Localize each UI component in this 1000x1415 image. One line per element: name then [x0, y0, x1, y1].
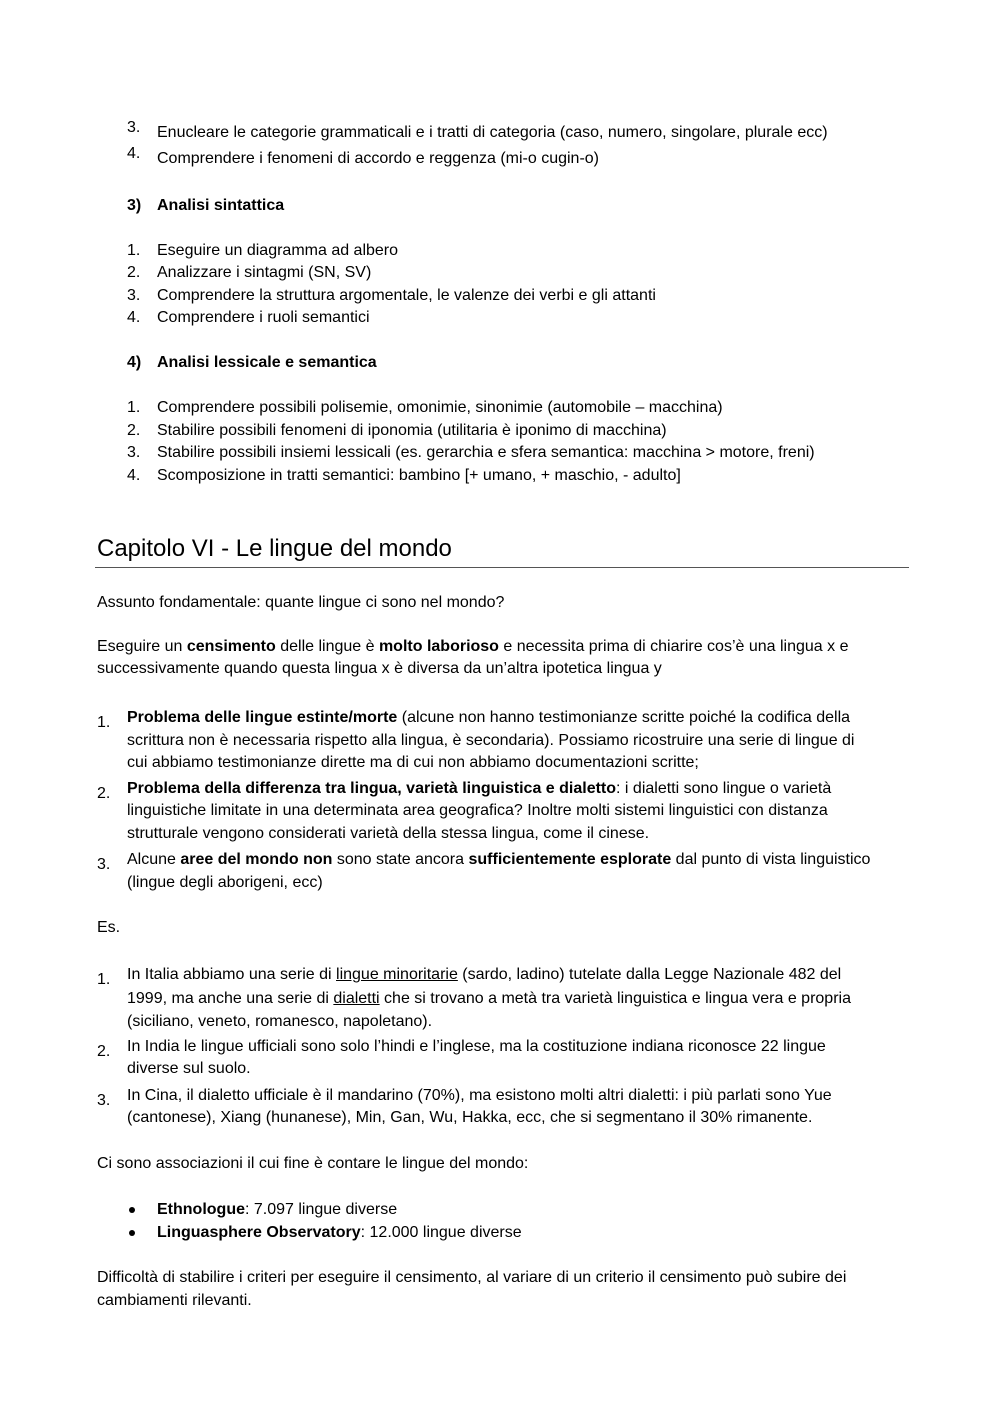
- text-run: che si trovano a metà tra varietà linguistica e lingua vera e propria: [379, 990, 851, 1007]
- list-number: 3.: [127, 287, 141, 304]
- problem-item-line: scrittura non è necessaria rispetto alla lingua, è secondaria). Possiamo ricostruire una serie di lingue di: [127, 732, 855, 749]
- heading-underline: [95, 567, 909, 568]
- example-label: Es.: [97, 919, 121, 936]
- census-paragraph-line: successivamente quando questa lingua x è diversa da un’altra ipotetica lingua y: [97, 660, 662, 677]
- list-item: Comprendere la struttura argomentale, le valenze dei verbi e gli attanti: [157, 287, 656, 304]
- problem-item-line: linguistiche limitate in una determinata area geografica? Inoltre molti sistemi linguistici con distanza: [127, 802, 828, 819]
- association-value: : 12.000 lingue diverse: [360, 1224, 522, 1241]
- underlined-term: dialetti: [333, 990, 380, 1007]
- bullet-icon: [129, 1207, 135, 1213]
- problem-item-line: [127, 707, 850, 729]
- problem-item-line: strutturale vengono considerati varietà della stessa lingua, come il cinese.: [127, 825, 650, 842]
- list-number: 1.: [97, 971, 111, 988]
- text-run: Alcune: [127, 851, 181, 868]
- example-item-line: [127, 988, 851, 1010]
- closing-paragraph-line: cambiamenti rilevanti.: [97, 1292, 252, 1309]
- section-title: Analisi sintattica: [157, 197, 285, 214]
- example-item-line: (siciliano, veneto, romanesco, napoletano).: [127, 1013, 433, 1030]
- problem-item-line: [127, 778, 831, 800]
- text-run: (sardo, ladino) tutelate dalla Legge Nazionale 482 del: [457, 966, 842, 983]
- section-number: 3): [127, 197, 142, 214]
- list-item: Comprendere i fenomeni di accordo e reggenza (mi-o cugin-o): [157, 150, 599, 167]
- list-item: Comprendere i ruoli semantici: [157, 309, 370, 326]
- list-number: 4.: [127, 145, 141, 162]
- section-number: 4): [127, 354, 142, 371]
- association-value: : 7.097 lingue diverse: [244, 1201, 398, 1218]
- example-item-line: In Cina, il dialetto ufficiale è il mandarino (70%), ma esistono molti altri dialetti: i più parlati sono Yue: [127, 1087, 832, 1104]
- list-item: Analizzare i sintagmi (SN, SV): [157, 264, 372, 281]
- list-number: 2.: [97, 1043, 111, 1060]
- chapter-title: Capitolo VI - Le lingue del mondo: [97, 535, 452, 562]
- bullet-icon: [129, 1230, 135, 1236]
- text-run: e necessita prima di chiarire cos’è una lingua x e: [498, 638, 849, 655]
- example-item-line: [127, 964, 841, 986]
- example-item-line: diverse sul suolo.: [127, 1060, 251, 1077]
- text-run: : i dialetti sono lingue o varietà: [616, 780, 832, 797]
- bold-term: censimento: [186, 638, 276, 655]
- list-number: 4.: [127, 467, 141, 484]
- text-run: dal punto di vista linguistico: [671, 851, 871, 868]
- list-item: Comprendere possibili polisemie, omonimie, sinonimie (automobile – macchina): [157, 399, 723, 416]
- list-number: 3.: [127, 444, 141, 461]
- bold-term: Problema della differenza tra lingua, varietà linguistica e dialetto: [127, 780, 617, 797]
- list-item: Stabilire possibili insiemi lessicali (es. gerarchia e sfera semantica: macchina > motore, freni): [157, 444, 815, 461]
- association-item: [157, 1222, 522, 1244]
- problem-item-line: (lingue degli aborigeni, ecc): [127, 874, 323, 891]
- association-item: [157, 1199, 397, 1221]
- bold-term: sufficientemente esplorate: [468, 851, 672, 868]
- list-number: 3.: [97, 856, 111, 873]
- list-item: Eseguire un diagramma ad albero: [157, 242, 399, 259]
- list-number: 3.: [127, 119, 141, 136]
- list-number: 2.: [127, 422, 141, 439]
- list-number: 2.: [97, 785, 111, 802]
- text-run: Eseguire un: [97, 638, 187, 655]
- associations-intro: Ci sono associazioni il cui fine è contare le lingue del mondo:: [97, 1155, 529, 1172]
- association-name: Linguasphere Observatory: [157, 1224, 361, 1241]
- list-item: Stabilire possibili fenomeni di iponomia (utilitaria è iponimo di macchina): [157, 422, 667, 439]
- intro-paragraph: Assunto fondamentale: quante lingue ci sono nel mondo?: [97, 594, 505, 611]
- census-paragraph-line: [97, 636, 848, 658]
- underlined-term: lingue minoritarie: [336, 966, 458, 983]
- list-number: 1.: [127, 242, 141, 259]
- list-number: 4.: [127, 309, 141, 326]
- bold-term: molto laborioso: [378, 638, 499, 655]
- list-number: 1.: [97, 714, 111, 731]
- text-run: sono state ancora: [332, 851, 469, 868]
- bold-term: Problema delle lingue estinte/morte: [127, 709, 398, 726]
- text-run: delle lingue è: [275, 638, 379, 655]
- association-name: Ethnologue: [157, 1201, 245, 1218]
- list-number: 2.: [127, 264, 141, 281]
- text-run: (alcune non hanno testimonianze scritte poiché la codifica della: [397, 709, 851, 726]
- list-number: 3.: [97, 1092, 111, 1109]
- problem-item-line: cui abbiamo testimonianze dirette ma di cui non abbiamo documentazioni scritte;: [127, 754, 699, 771]
- list-item: Enucleare le categorie grammaticali e i tratti di categoria (caso, numero, singolare, plurale ecc): [157, 124, 828, 141]
- bold-term: aree del mondo non: [180, 851, 333, 868]
- example-item-line: (cantonese), Xiang (hunanese), Min, Gan, Wu, Hakka, ecc, che si segmentano il 30% rimanente.: [127, 1109, 813, 1126]
- text-run: 1999, ma anche una serie di: [127, 990, 334, 1007]
- text-run: In Italia abbiamo una serie di: [127, 966, 337, 983]
- example-item-line: In India le lingue ufficiali sono solo l’hindi e l’inglese, ma la costituzione indiana riconosce 22 lingue: [127, 1038, 826, 1055]
- problem-item-line: [127, 849, 870, 871]
- list-number: 1.: [127, 399, 141, 416]
- closing-paragraph-line: Difficoltà di stabilire i criteri per eseguire il censimento, al variare di un criterio il censimento può subire dei: [97, 1269, 847, 1286]
- section-title: Analisi lessicale e semantica: [157, 354, 377, 371]
- list-item: Scomposizione in tratti semantici: bambino [+ umano, + maschio, - adulto]: [157, 467, 681, 484]
